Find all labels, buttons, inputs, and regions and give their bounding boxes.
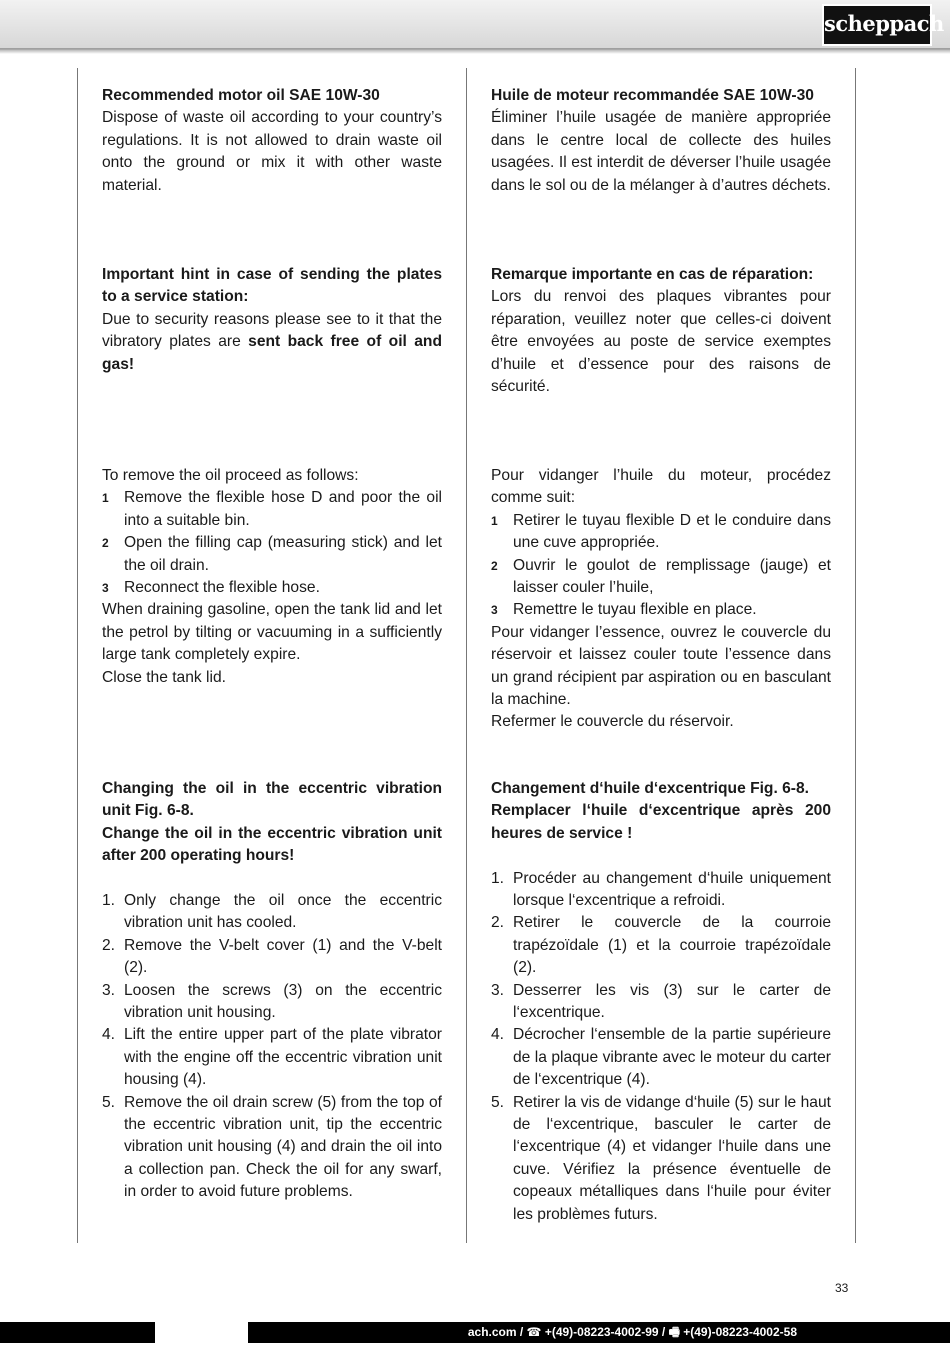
column-divider-middle (466, 68, 467, 1243)
footer-contact: ach.com / ☎ +(49)-08223-4002-99 / 🖷 +(49)-08223-4002-58 (467, 1325, 797, 1339)
en-hint-text (102, 309, 442, 376)
column-divider-right (855, 68, 856, 1243)
list-item: 1 Remove the flexible hose D and poor the oil into a suitable bin. (102, 489, 442, 529)
spacer (102, 868, 442, 890)
fr-gasoline-text: Pour vidanger l’essence, ouvrez le couvercle du réservoir et laissez couler toute l’essence dans un grand récipient par aspiration ou en basculant la machine. (491, 623, 831, 709)
header-band (0, 0, 950, 50)
fr-oil-title: Huile de moteur recommandée SAE 10W-30 (491, 87, 814, 104)
fr-remove-section (491, 465, 831, 734)
en-hint-title: Important hint in case of sending the plates to a service station: (102, 266, 442, 306)
list-item: 2. Remove the V-belt cover (1) and the V-belt (2). (102, 936, 442, 977)
spacer (491, 845, 831, 867)
fr-hint-section (491, 264, 831, 398)
header-shadow (0, 48, 950, 54)
list-item: 1 Retirer le tuyau flexible D et le conduire dans une cuve appropriée. (491, 511, 831, 552)
list-item: 3 Remettre le tuyau flexible en place. (491, 601, 757, 619)
list-item: 1. Only change the oil once the eccentric vibration unit has cooled. (102, 892, 442, 932)
footer-white-block (155, 1322, 248, 1343)
fr-close-text: Refermer le couvercle du réservoir. (491, 713, 734, 731)
en-ecc-title: Changing the oil in the eccentric vibration unit Fig. 6-8. (102, 780, 442, 820)
fr-ecc-title: Changement d‘huile d‘excentrique Fig. 6-8. (491, 780, 809, 797)
column-divider-left (77, 68, 78, 1243)
fr-ecc-subtitle: Remplacer l‘huile d‘excentrique après 200 heures de service ! (491, 802, 831, 842)
page-number: 33 (835, 1281, 849, 1295)
en-oil-title: Recommended motor oil SAE 10W-30 (102, 87, 380, 104)
scheppach-logo: scheppach (822, 4, 932, 46)
list-item: 5. Remove the oil drain screw (5) from the top of the eccentric vibration unit, tip the eccentric vibration unit housing (4) and drain the oil into a collection pan. Check the oil for any swarf, in order to avoid future problems. (102, 1093, 442, 1201)
en-oil-section (102, 85, 442, 197)
en-oil-text: Dispose of waste oil according to your country’s regulations. It is not allowed to drain waste oil onto the ground or mix it with other waste material. (102, 109, 442, 194)
en-ecc-subtitle: Change the oil in the eccentric vibration unit after 200 operating hours! (102, 824, 442, 865)
list-item: 2 Ouvrir le goulot de remplissage (jauge) et laisser couler l’huile, (491, 556, 831, 597)
fr-remove-intro: Pour vidanger l’huile du moteur, procédez comme suit: (491, 467, 831, 507)
en-hint-section (102, 264, 442, 376)
list-item: 3. Loosen the screws (3) on the eccentric vibration unit housing. (102, 981, 442, 1022)
en-hint-text-plain: Due to security reasons please see to it that the vibratory plates are (102, 310, 442, 351)
en-eccentric-section (102, 778, 442, 1204)
list-item: 2. Retirer le couvercle de la courroie trapézoïdale (1) et la courroie trapézoïdale (2). (491, 914, 831, 977)
list-item: 5. Retirer la vis de vidange d‘huile (5) sur le haut de l‘excentrique, basculer le carter de l‘excentrique (4) et vidanger l‘huile dans une cuve. Vérifiez la présence éventuelle de copeaux métalliques dans l‘huile pour éviter les problèmes futurs. (491, 1093, 831, 1223)
en-remove-intro: To remove the oil proceed as follows: (102, 467, 359, 484)
list-item: 2 Open the filling cap (measuring stick) and let the oil drain. (102, 534, 442, 574)
fr-hint-title: Remarque importante en cas de réparation: (491, 266, 814, 283)
en-remove-section (102, 465, 442, 689)
en-close-text: Close the tank lid. (102, 668, 226, 686)
footer-bar (0, 1322, 950, 1343)
list-item: 3. Desserrer les vis (3) sur le carter de l‘excentrique. (491, 981, 831, 1022)
en-gasoline-text: When draining gasoline, open the tank lid and let the petrol by tilting or vacuuming in a sufficiently large tank completely expire. (102, 601, 442, 664)
list-item: 4. Décrocher l‘ensemble de la partie supérieure de la plaque vibrante avec le moteur du carter de l‘excentrique (4). (491, 1026, 831, 1089)
fr-oil-section (491, 85, 831, 197)
fr-oil-text: Éliminer l’huile usagée de manière appropriée dans le centre local de collecte des huiles usagées. Il est interdit de déverser l’huile usagée dans le sol ou de la mélanger à d’autres déchets. (491, 109, 831, 194)
fr-hint-text: Lors du renvoi des plaques vibrantes pour réparation, veuillez noter que celles-ci doivent être envoyées au poste de service exemptes d’huile et d’essence pour des raisons de sécurité. (491, 288, 831, 396)
list-item: 1. Procéder au changement d‘huile uniquement lorsque l‘excentrique a refroidi. (491, 869, 831, 910)
list-item: 3 Reconnect the flexible hose. (102, 579, 320, 597)
list-item: 4. Lift the entire upper part of the plate vibrator with the engine off the eccentric vibration unit housing (4). (102, 1026, 442, 1089)
fr-eccentric-section (491, 778, 831, 1226)
en-hint-text-bold: sent back free of oil and gas! (102, 333, 442, 373)
